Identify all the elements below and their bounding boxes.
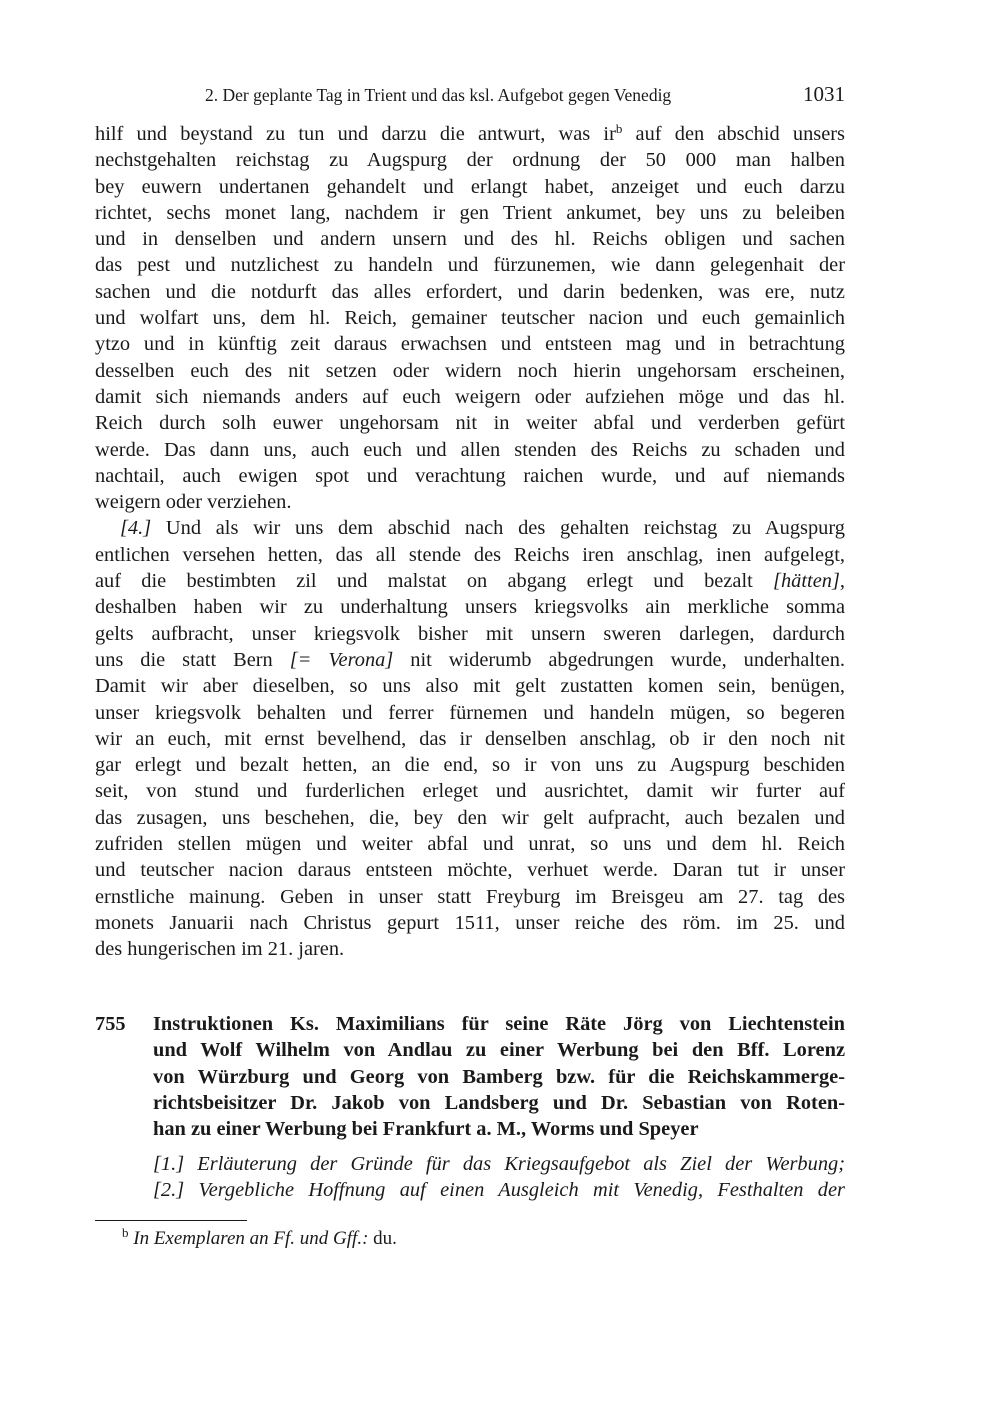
text-line: das zusagen, uns beschehen, die, bey den wir gelt aufpracht, auch bezalen und: [95, 806, 845, 829]
entry-title-line: han zu einer Werbung bei Frankfurt a. M., Worms und Speyer: [153, 1118, 699, 1141]
text-line: entlichen versehen hetten, das all stende des Reichs iren anschlag, inen aufgelegt,: [95, 543, 845, 566]
text-line: weigern oder verziehen.: [95, 491, 292, 514]
page-number: 1031: [803, 82, 845, 106]
text-line: [4.] Und als wir uns dem abschid nach des gehalten reichstag zu Augspurg: [120, 517, 845, 540]
footnote: [122, 1224, 397, 1251]
entry-summary-line: [1.] Erläuterung der Gründe für das Kriegsaufgebot als Ziel der Werbung;: [153, 1153, 845, 1175]
running-title: 2. Der geplante Tag in Trient und das ksl. Aufgebot gegen Venedig: [205, 85, 672, 105]
footnote-text: du.: [368, 1228, 397, 1249]
section-marker: [4.]: [120, 517, 152, 540]
text-line: monets Januarii nach Christus gepurt 1511, unser reiche des röm. im 25. und: [95, 911, 845, 934]
text-line: Damit wir aber dieselben, so uns also mit gelt zustatten komen sein, benügen,: [95, 675, 845, 698]
text-line: deshalben haben wir zu underhaltung unsers kriegsvolks ain merkliche somma: [95, 596, 845, 619]
editorial-insertion: [= Verona]: [289, 648, 394, 671]
text-line: nachtail, auch ewigen spot und verachtung raichen wurde, und auf niemands: [95, 464, 845, 487]
text-line: gelts aufbracht, unser kriegsvolk bisher mit unsern sweren darlegen, dardurch: [95, 622, 845, 645]
entry-title: [153, 1011, 845, 1142]
text-line: seit, von stund und furderlichen erleget und ausrichtet, damit wir furter auf: [95, 780, 845, 803]
text-line: hilf und beystand zu tun und darzu die antwurt, was $ir^b$ auf den abschid unsers: [95, 121, 845, 145]
text-line: werde. Das dann uns, auch euch und allen stenden des Reichs zu schaden und: [95, 438, 845, 461]
text-line: zufriden stellen mügen und weiter abfal und unrat, so uns und dem hl. Reich: [95, 833, 845, 856]
text-line: bey euwern undertanen gehandelt und erlangt habet, anzeiget und euch darzu: [95, 175, 845, 198]
text-line: sachen und die notdurft das alles erfordert, und darin bedenken, was ere, nutz: [95, 280, 845, 303]
text-line: gar erlegt und bezalt hetten, an die end, so ir von uns zu Augspurg beschiden: [95, 754, 845, 777]
text-line: nechstgehalten reichstag zu Augspurg der ordnung der 50 000 man halben: [95, 149, 845, 172]
footnote-marker: b: [122, 1224, 129, 1240]
text-line: unser kriegsvolk behalten und ferrer fürnemen und handeln mügen, so begeren: [95, 701, 845, 724]
text-line: und in denselben und andern unsern und des hl. Reichs obligen und sachen: [95, 228, 845, 251]
text-line: und wolfart uns, dem hl. Reich, gemainer teutscher nacion und euch gemainlich: [95, 307, 845, 330]
text-line: wir an euch, mit ernst bevelhend, das ir denselben anschlag, ob ir den noch nit: [95, 727, 845, 750]
entry-summary: [153, 1151, 845, 1204]
text-line: damit sich niemands anders auf euch weigern oder aufziehen möge und das hl.: [95, 385, 845, 408]
text-line: Reich durch solh euwer ungehorsam nit in weiter abfal und verderben gefürt: [95, 412, 845, 435]
footnote-italic-text: In Exemplaren an Ff. und Gff.:: [133, 1228, 369, 1249]
entry-title-line: Instruktionen Ks. Maximilians für seine Räte Jörg von Liechtenstein: [153, 1013, 845, 1035]
text-line: uns die statt Bern [= Verona] nit widerumb abgedrungen wurde, underhalten.: [95, 648, 845, 671]
entry-title-line: und Wolf Wilhelm von Andlau zu einer Werbung bei den Bff. Lorenz: [153, 1039, 845, 1062]
main-text: [95, 121, 845, 963]
text-line: ernstliche mainung. Geben in unser statt Freyburg im Breisgeu am 27. tag des: [95, 885, 845, 908]
text-line: das pest und nutzlichest zu handeln und fürzunemen, wie dann gelegenhait der: [95, 254, 845, 277]
text-line: ytzo und in künftig zeit daraus erwachsen und entsteen mag und in betrachtung: [95, 333, 845, 356]
running-header: [205, 80, 845, 110]
text-line: des hungerischen im 21. jaren.: [95, 938, 345, 961]
text-line: richtet, sechs monet lang, nachdem ir gen Trient ankumet, bey uns zu beleiben: [95, 201, 845, 224]
text-line: auf die bestimbten zil und malstat on abgang erlegt und bezalt [hätten],: [95, 570, 845, 593]
entry-number: 755: [95, 1013, 126, 1035]
entry-title-line: von Würzburg und Georg von Bamberg bzw. für die Reichskammerge-: [153, 1065, 845, 1088]
footnote-marker: b: [615, 121, 623, 136]
footnote-divider: [95, 1220, 247, 1221]
editorial-insertion: [hätten]: [773, 570, 840, 593]
text-line: und teutscher nacion daraus entsteen möchte, verhuet werde. Daran tut ir unser: [95, 859, 845, 882]
entry-summary-line: [2.] Vergebliche Hoffnung auf einen Ausgleich mit Venedig, Festhalten der: [153, 1179, 845, 1202]
entry-title-line: richtsbeisitzer Dr. Jakob von Landsberg und Dr. Sebastian von Roten-: [153, 1091, 845, 1114]
text-line: desselben euch des nit setzen oder widern noch hierin ungehorsam erscheinen,: [95, 359, 845, 382]
